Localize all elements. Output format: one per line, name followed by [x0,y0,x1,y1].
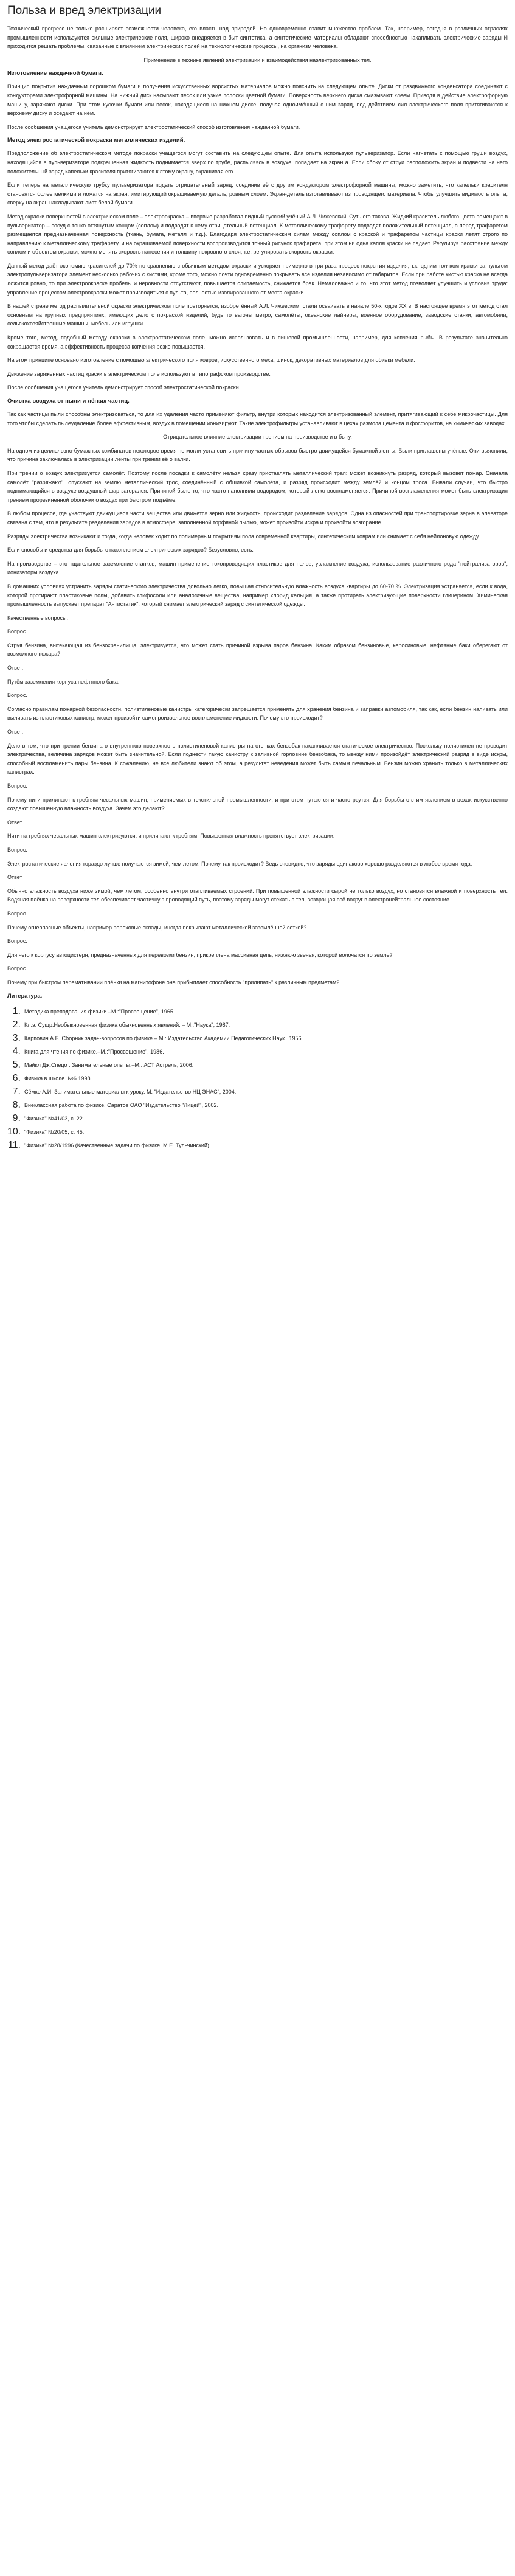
reference-number: 6. [12,1072,21,1083]
paragraph: Данный метод даёт экономию красителей до 70% по сравнению с обычным методом окраски и ускоряет примерно в три раза процесс покрытия изделия, т.к. одним толчком краски за пультом электропульверизатора элемент несколько рабочих с кистями, кроме того, можно почти одновременно покрывать все изделия независимо от габаритов. Если при работе кистью краска не всегда ложится ровно, то при электроокраске пробелы и неровности отсутствуют, повышается слипаемость, снижается брак. Немаловажно и то, что этот метод позволяет улучшить и условия труда: управление процессом электроокраски может производиться с пульта, полностью изолированного от места окраски. [7,262,508,296]
paragraph: Если теперь на металлическую трубку пульверизатора подать отрицательный заряд, соединив её с другим кондуктором электрофорной машины, можно заметить, что капельки красителя становятся более мелкими и ложатся на экран, имитирующий окрашиваемую деталь, ровным слоем. Экран-деталь изготавливают из проводящего материала. Чтобы улучшить видимость опыта, сверху на экран накладывают лист белой бумаги. [7,182,508,206]
reference-item [7,1018,508,1032]
paragraph: Электростатические явления гораздо лучше получаются зимой, чем летом. Почему так происходит? Ведь очевидно, что заряды одинаково хорошо разделяются в любое время года. [7,860,472,867]
paragraph: Метод окраски поверхностей в электрическом поле – электроокраска – впервые разработал видный русский учёный А.Л. Чижевский. Суть его такова. Жидкий краситель любого цвета помещают в пульверизатор – сосуд с тонко оттянутым концом (соплом) и подводят к нему отрицательный потенциал. К металлическому трафарету подводят положительный потенциал, а перед трафаретом размещается предназначенная поверхность (ткань, бумага, металл и т.д.). Благодаря электростатическим силам между соплом с краской и трафаретом частицы краски летят строго по направлению к металлическому трафарету, и на окрашиваемой поверхности воспроизводится точный рисунок трафарета, при этом ни одна капля краски не падает. Регулируя расстояние между соплом и объектом окраски, можно менять скорость нанесения и толщину покровного слоя, т.е. регулировать скорость окраски. [7,213,508,255]
reference-number: 8. [12,1099,21,1110]
reference-number: 10. [7,1126,21,1137]
paragraph: Если способы и средства для борьбы с накоплением электрических зарядов? Безусловно, есть. [7,547,254,554]
paragraph: Почему при быстром перематывании плёнки на магнитофоне она прибыплает способность "прилипать" к различным предметам? [7,979,340,985]
reference-text: Методика преподавания физики.–М.:"Просвещение", 1965. [24,1008,175,1015]
section-heading: Метод электростатической покраски металлических изделий. [7,137,185,144]
reference-text: Книга для чтения по физике.–М.:"Просвещение", 1986. [24,1048,164,1055]
paragraph: Разряды электричества возникают и тогда, когда человек ходит по полимерным покрытиям пола современной квартиры, синтетическим коврам или снимает с себя нейлоновую одежду. [7,533,480,540]
page-title: Польза и вред электризации [7,4,162,17]
paragraph: Вопрос. [7,692,27,699]
reference-number: 11. [7,1139,21,1150]
paragraph: Вопрос. [7,910,27,917]
paragraph: Дело в том, что при трении бензина о внутреннюю поверхность полиэтиленовой канистры на стенках бензобак накапливается статическое электричество. Поскольку полиэтилен не проводит электричества, величина зарядов может быть значительной. Если поднести такую канистру к заливной горловине бензобака, то между ними произойдёт электрический разряд в виде искры, способный воспламенить пары бензина. К сожалению, не все любители знают об этом, а результат неведения может быть самым печальным. Бензин можно хранить только в металлических канистрах. [7,742,508,776]
reference-item [7,1112,508,1125]
reference-item [7,1005,508,1018]
reference-number: 7. [12,1086,21,1097]
paragraph: Для чего к корпусу автоцистерн, предназначенных для перевозки бензин, прикреплена массивная цепь, нижнюю звенья, которой волочатся по земле? [7,951,393,958]
paragraph: На этом принципе основано изготовление с помощью электрического поля ковров, искусственного меха, шинок, декоративных материалов для обивки мебели. [7,357,415,364]
paragraph: В любом процессе, где участвуют движущиеся части вещества или движется зерно или жидкость, происходит разделение зарядов. Одна из опасностей при транспортировке зерна в элеваторе связана с тем, что в результате разделения зарядов в атмосфере, заполненной торфяной пылью, может произойти искра и произойти возгорание. [7,510,508,526]
paragraph: Кроме того, метод, подобный методу окраски в электростатическом поле, можно использовать и в пищевой промышленности, например, для копчения рыбы. В результате значительно сокращается время, а эффективность процесса копчения резко повышается. [7,335,508,350]
paragraph: В нашей стране метод распылительной окраски электрическом поле повторяется, изобретённый А.Л. Чижевским, стали осваивать в начале 50-х годов XX в. В настоящее время этот метод стал основным на крупных предприятиях, имеющих дело с покраской изделий, будь то вагоны метро, самолёты, океанские лайнеры, военное оборудование, заводские станки, автомобили, сельскохозяйственные машины, мебель или игрушки. [7,303,508,327]
reference-number: 4. [12,1046,21,1057]
reference-item [7,1099,508,1112]
centered-subtitle: Применение в технике явлений электризации и взаимодействия наэлектризованных тел. [143,57,372,63]
paragraph: Ответ [7,874,22,881]
paragraph: Обычно влажность воздуха ниже зимой, чем летом, особенно внутри отапливаемых строений. При повышенной влажности сырой не только воздух, но становятся влажной и поверхность тел. Водяная плёнка на поверхности тел обеспечивает частичную проводящий путь, поэтому заряды могут стекать с тел, возвращая всё вокруг в электронейтральное состояние. [7,887,508,903]
reference-item [7,1072,508,1085]
paragraph: Качественные вопросы: [7,614,69,621]
reference-number: 2. [12,1019,21,1030]
reference-number: 3. [12,1032,21,1043]
paragraph: Движение заряженных частиц краски в электрическом поле используют в типографском производстве. [7,370,271,377]
paragraph: Вопрос. [7,783,27,789]
paragraph: На одном из целлюлозно-бумажных комбинатов некоторое время не могли установить причину частых обрывов быстро движущейся бумажной ленты. Были приглашены учёные. Они выяснили, что причина заключалась в электризации ленты при трении её о валки. [7,447,508,463]
paragraph: Ответ. [7,819,24,825]
reference-number: 9. [12,1113,21,1123]
article [0,0,515,1152]
references-list [7,1005,508,1152]
paragraph: При трении о воздух электризуется самолёт. Поэтому после посадки к самолёту нельзя сразу приставлять металлический трап: может возникнуть разряд, который вызовет пожар. Сначала самолёт "разряжают": опускают на землю металлический трос, соединённый с обшивкой самолёта, и разряд происходит между землёй и концом троса. Бывали случаи, что быстро поднимающийся в воздухе воздушный шар загорался. Причиной было то, что часто наполняли водородом, который легко воспламеняется. Причиной воспламенения может быть электризация трением прорезиненной оболочки о воздух при быстром подъёме. [7,470,508,503]
section-heading: Литература. [7,992,43,999]
reference-item [7,1085,508,1099]
reference-item [7,1032,508,1045]
reference-item [7,1045,508,1058]
paragraph: Ответ. [7,665,24,672]
reference-text: Карпович А.Б. Сборник задач-вопросов по физике.– М.: Издательство Академии Педагогических Наук . 1956. [24,1035,303,1041]
paragraph: Принцип покрытия наждачным порошком бумаги и получения искусственных ворсистых материалов можно пояснить на следующем опыте. Диски от раздвижного конденсатора соединяют с кондукторами электрофорной машины. На нижний диск насыпают песок или узкие полоски цветной бумаги. Поверхность верхнего диска смазывают клеем. Приводя в действие электрофорную машину, заряжают диски. При этом кусочки бумаги или песок, находящиеся на нижнем диске, получая одноимённый с ним заряд, под действием сил электрического поля притягиваются к верхнему диску и оседают на нём. [7,83,508,117]
paragraph: Струя бензина, вытекающая из бензохранилища, электризуется, что может стать причиной взрыва паров бензина. Каким образом бензиновые, керосиновые, нефтяные баки оберегают от возможного пожара? [7,642,508,658]
paragraph: Согласно правилам пожарной безопасности, полиэтиленовые канистры категорически запрещается применять для хранения бензина и заправки автомобиля, так как, если бензин наливать или выливать из пластиковых канистр, может произойти самопроизвольное воспламенение жидкости. Почему это происходит? [7,706,508,721]
reference-text: "Физика" №41/03, с. 22. [24,1115,85,1122]
reference-text: Физика в школе. №6 1998. [24,1075,92,1081]
paragraph: Вопрос. [7,965,27,972]
paragraph: Почему огнеопасные объекты, например пороховые склады, иногда покрывают металлической заземлённой сеткой? [7,924,307,931]
reference-number: 5. [12,1059,21,1070]
paragraph: Вопрос. [7,628,27,635]
article-body [7,24,508,1001]
reference-item [7,1125,508,1139]
reference-text: Кл.э. Сущр.Необыкновенная физика обыкновенных явлений. – М.:"Наука", 1987. [24,1021,230,1028]
reference-text: "Физика" №20/05, с. 45. [24,1128,85,1135]
paragraph: Нити на гребнях чесальных машин электризуются, и прилипают к гребням. Повышенная влажность препятствует электризации. [7,833,335,839]
reference-text: Сёмке А.И. Занимательные материалы к уроку. М. "Издательство НЦ ЭНАС", 2004. [24,1088,237,1095]
section-heading: Изготовление наждачной бумаги. [7,70,103,77]
paragraph: После сообщения учащегося учитель демонстрирует электростатический способ изготовления наждачной бумаги. [7,123,300,130]
section-heading: Очистка воздуха от пыли и лёгких частиц. [7,398,130,404]
reference-text: Майкл Дж.Спецо . Занимательные опыты.–М.: АСТ Астрель, 2006. [24,1061,194,1068]
reference-item [7,1139,508,1152]
paragraph: Вопрос. [7,846,27,853]
paragraph: На производстве – это тщательное заземление станков, машин применение токопроводящих пластиков для полов, увлажнение воздуха, использование различного рода "нейтрализаторов", ионизаторы воздуха. [7,560,508,576]
reference-item [7,1058,508,1072]
paragraph: Технический прогресс не только расширяет возможности человека, его власть над природой. Но одновременно ставит множество проблем. Так, например, сегодня в различных отраслях промышленности используются сильные электрические поля, широко внедряется в быт синтетика, а синтетические материалы обладают способностью накапливать электрические заряды И приходится решать проблемы, связанные с влиянием электрических полей на технологические процессы, на организм человека. [7,26,508,50]
reference-text: "Физика" №28/1996 (Качественные задачи по физике, М.Е. Тульчинский) [24,1142,209,1148]
paragraph: Почему нити прилипают к гребням чесальных машин, применяемых в текстильной промышленности, и при этом путаются и часто рвутся. Для борьбы с этим явлением в цехах искусственно создают повышенную влажность воздуха. Зачем это делают? [7,796,508,812]
paragraph: Ответ. [7,729,24,735]
reference-text: Внеклассная работа по физике. Саратов ОАО "Издательство "Лицей", 2002. [24,1102,219,1108]
paragraph: Так как частицы пыли способны электризоваться, то для их удаления часто применяют фильтр, внутри которых находится электризованный элемент, притягивающий к себе микрочастицы. Для того чтобы сделать пылеудаление более эффективным, воздух в помещении ионизируют. Такие электрофильтры устанавливают в цехах размола цемента и фосфоритов, на химических заводах. [7,411,508,426]
reference-number: 1. [12,1005,21,1016]
paragraph: Предположение об электростатическом методе покраски учащегося могут составить на следующем опыте. Для опыта используют пульверизатор. Если нагнетать с помощью груши воздух, находящийся в пульверизаторе подкрашенная жидкость поднимается вверх по трубе, распыляясь в воздухе, попадает на экран а. Если сбоку от струи расположить экран и подвести на него положительный заряд капельки красителя притягиваются к этому экрану, окрашивая его. [7,150,508,175]
paragraph: После сообщения учащегося учитель демонстрирует способ электростатической покраски. [7,384,241,391]
paragraph: В домашних условиях устранить заряды статического электричества довольно легко, повышая относительную влажность воздуха квартиры до 60-70 %. Электризация устраняется, если к вода, которой протирают пластиковые полы, добавить глифосоли или аналогичные вещества, например хлорид кальция, а также протирать электризующие поверхности глицерином. Химическая промышленность выпускает препарат "Антистатик", который снимает электрический заряд с синтетической одежды. [7,583,508,608]
paragraph: Путём заземления корпуса нефтяного бака. [7,678,120,685]
paragraph: Вопрос. [7,938,27,945]
centered-subtitle: Отрицательное влияние электризации трением на производстве и в быту. [163,434,352,440]
